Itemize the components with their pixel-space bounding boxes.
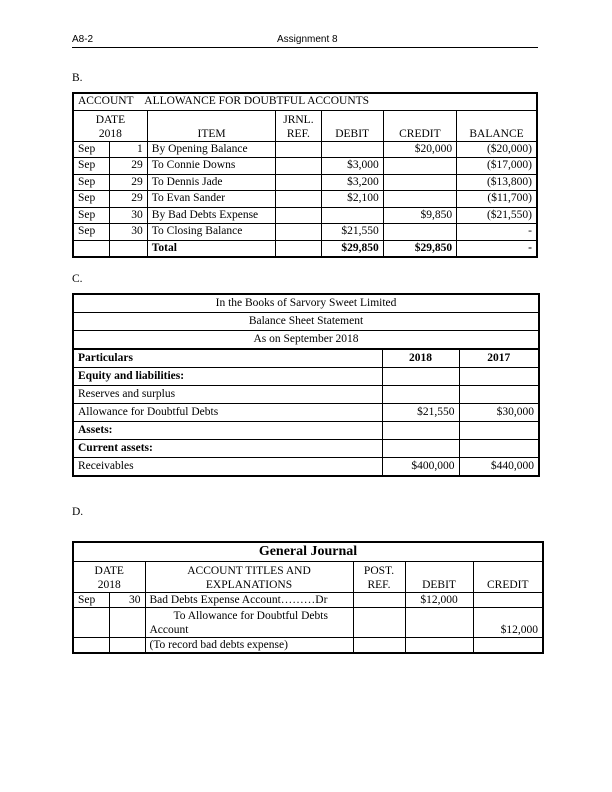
ledger-month: Sep (73, 158, 109, 175)
ledger-balance: ($21,550) (457, 207, 537, 224)
bs-value-2017 (459, 422, 539, 440)
bs-row (73, 422, 539, 440)
ledger-day: 30 (109, 207, 147, 224)
journal-year-header: 2018 (97, 579, 121, 591)
col-2017-header: 2017 (459, 349, 539, 368)
bs-value-2018: $400,000 (382, 458, 459, 477)
ledger-balance: ($20,000) (457, 141, 537, 158)
ledger-credit (383, 158, 456, 175)
bs-value-2018 (382, 386, 459, 404)
bs-row (73, 368, 539, 386)
ledger-day: 1 (109, 141, 147, 158)
journal-row (73, 608, 543, 638)
bs-row (73, 440, 539, 458)
journal-month: Sep (73, 593, 109, 608)
bs-company-title: In the Books of Sarvory Sweet Limited (73, 294, 539, 313)
bs-row-label: Reserves and surplus (73, 386, 382, 404)
bs-row (73, 458, 539, 477)
ledger-debit (321, 207, 383, 224)
page-header (72, 34, 538, 48)
explanations-header: EXPLANATIONS (205, 579, 293, 591)
bs-value-2017: $30,000 (459, 404, 539, 422)
ledger-day: 29 (109, 191, 147, 208)
bs-value-2017 (459, 440, 539, 458)
total-debit: $29,850 (321, 240, 383, 257)
post-ref-header: REF. (367, 579, 391, 591)
credit-header: CREDIT (383, 110, 456, 141)
bs-value-2018 (382, 422, 459, 440)
journal-debit-amount: $12,000 (405, 593, 473, 608)
ledger-row (73, 141, 537, 158)
ledger-balance: ($11,700) (457, 191, 537, 208)
bs-date-title: As on September 2018 (73, 331, 539, 350)
general-journal-table (72, 541, 544, 654)
ledger-debit (321, 141, 383, 158)
ledger-table (72, 92, 538, 258)
section-d-label: D. (72, 506, 84, 518)
ledger-row (73, 224, 537, 241)
header-left: A8-2 (72, 34, 94, 45)
ledger-credit: $9,850 (383, 207, 456, 224)
journal-narration: (To record bad debts expense) (145, 638, 353, 654)
item-header: ITEM (147, 110, 276, 141)
ledger-item: To Closing Balance (147, 224, 276, 241)
total-label: Total (147, 240, 276, 257)
ledger-credit (383, 191, 456, 208)
bs-row (73, 404, 539, 422)
ledger-ref (276, 141, 321, 158)
ledger-row (73, 174, 537, 191)
bs-row-label: Allowance for Doubtful Debts (73, 404, 382, 422)
header-center: Assignment 8 (277, 34, 338, 45)
bs-header-row (73, 349, 539, 368)
bs-row-label: Current assets: (73, 440, 382, 458)
bs-value-2018 (382, 368, 459, 386)
journal-row (73, 593, 543, 608)
journal-row (73, 638, 543, 654)
ledger-day: 29 (109, 174, 147, 191)
ledger-debit: $2,100 (321, 191, 383, 208)
bs-value-2018 (382, 440, 459, 458)
ledger-row (73, 207, 537, 224)
ledger-debit: $3,000 (321, 158, 383, 175)
ledger-ref (276, 207, 321, 224)
ledger-item: To Connie Downs (147, 158, 276, 175)
ledger-month: Sep (73, 207, 109, 224)
particulars-header: Particulars (73, 349, 382, 368)
date-header: DATE (95, 113, 126, 126)
ledger-ref (276, 158, 321, 175)
balance-header: BALANCE (457, 110, 537, 141)
ledger-balance: ($13,800) (457, 174, 537, 191)
ledger-item: To Evan Sander (147, 191, 276, 208)
bs-value-2017 (459, 368, 539, 386)
ledger-account-row (73, 93, 537, 110)
debit-header: DEBIT (321, 110, 383, 141)
journal-title: General Journal (73, 542, 543, 562)
section-c-label: C. (72, 273, 83, 285)
ledger-balance: ($17,000) (457, 158, 537, 175)
ledger-debit: $3,200 (321, 174, 383, 191)
ledger-balance: - (457, 224, 537, 241)
journal-credit-amount: $12,000 (473, 608, 543, 638)
ledger-header-row (73, 110, 537, 141)
journal-credit-account-cont: Account (149, 623, 189, 636)
ledger-total-row (73, 240, 537, 257)
total-balance: - (457, 240, 537, 257)
ledger-row (73, 191, 537, 208)
ledger-month: Sep (73, 174, 109, 191)
bs-row-label: Equity and liabilities: (73, 368, 382, 386)
ledger-credit: $20,000 (383, 141, 456, 158)
bs-value-2017: $440,000 (459, 458, 539, 477)
bs-row-label: Assets: (73, 422, 382, 440)
journal-day: 30 (109, 593, 145, 608)
bs-value-2017 (459, 386, 539, 404)
ledger-debit: $21,550 (321, 224, 383, 241)
ledger-credit (383, 224, 456, 241)
journal-header-row (73, 562, 543, 593)
ledger-credit (383, 174, 456, 191)
section-b-label: B. (72, 72, 83, 84)
post-header: POST. (363, 565, 395, 577)
jrnl-header: JRNL. (283, 113, 314, 126)
ledger-month: Sep (73, 191, 109, 208)
bs-value-2018: $21,550 (382, 404, 459, 422)
bs-statement-title: Balance Sheet Statement (73, 313, 539, 331)
account-name: ALLOWANCE FOR DOUBTFUL ACCOUNTS (144, 95, 370, 108)
ledger-day: 29 (109, 158, 147, 175)
ledger-row (73, 158, 537, 175)
account-titles-header: ACCOUNT TITLES AND (187, 565, 311, 577)
ledger-item: By Opening Balance (147, 141, 276, 158)
ref-header: REF. (286, 127, 310, 140)
total-credit: $29,850 (383, 240, 456, 257)
journal-date-header: DATE (94, 565, 124, 577)
ledger-ref (276, 174, 321, 191)
account-label: ACCOUNT (78, 95, 134, 108)
journal-credit-account: To Allowance for Doubtful Debts (173, 609, 328, 622)
ledger-month: Sep (73, 141, 109, 158)
bs-row-label: Receivables (73, 458, 382, 477)
ledger-item: To Dennis Jade (147, 174, 276, 191)
year-header: 2018 (98, 127, 122, 140)
ledger-ref (276, 191, 321, 208)
ledger-ref (276, 224, 321, 241)
journal-debit-account: Bad Debts Expense Account………Dr (145, 593, 353, 608)
bs-row (73, 386, 539, 404)
ledger-day: 30 (109, 224, 147, 241)
ledger-month: Sep (73, 224, 109, 241)
journal-debit-header: DEBIT (405, 562, 473, 593)
col-2018-header: 2018 (382, 349, 459, 368)
ledger-item: By Bad Debts Expense (147, 207, 276, 224)
journal-credit-header: CREDIT (473, 562, 543, 593)
balance-sheet-table (72, 293, 540, 477)
